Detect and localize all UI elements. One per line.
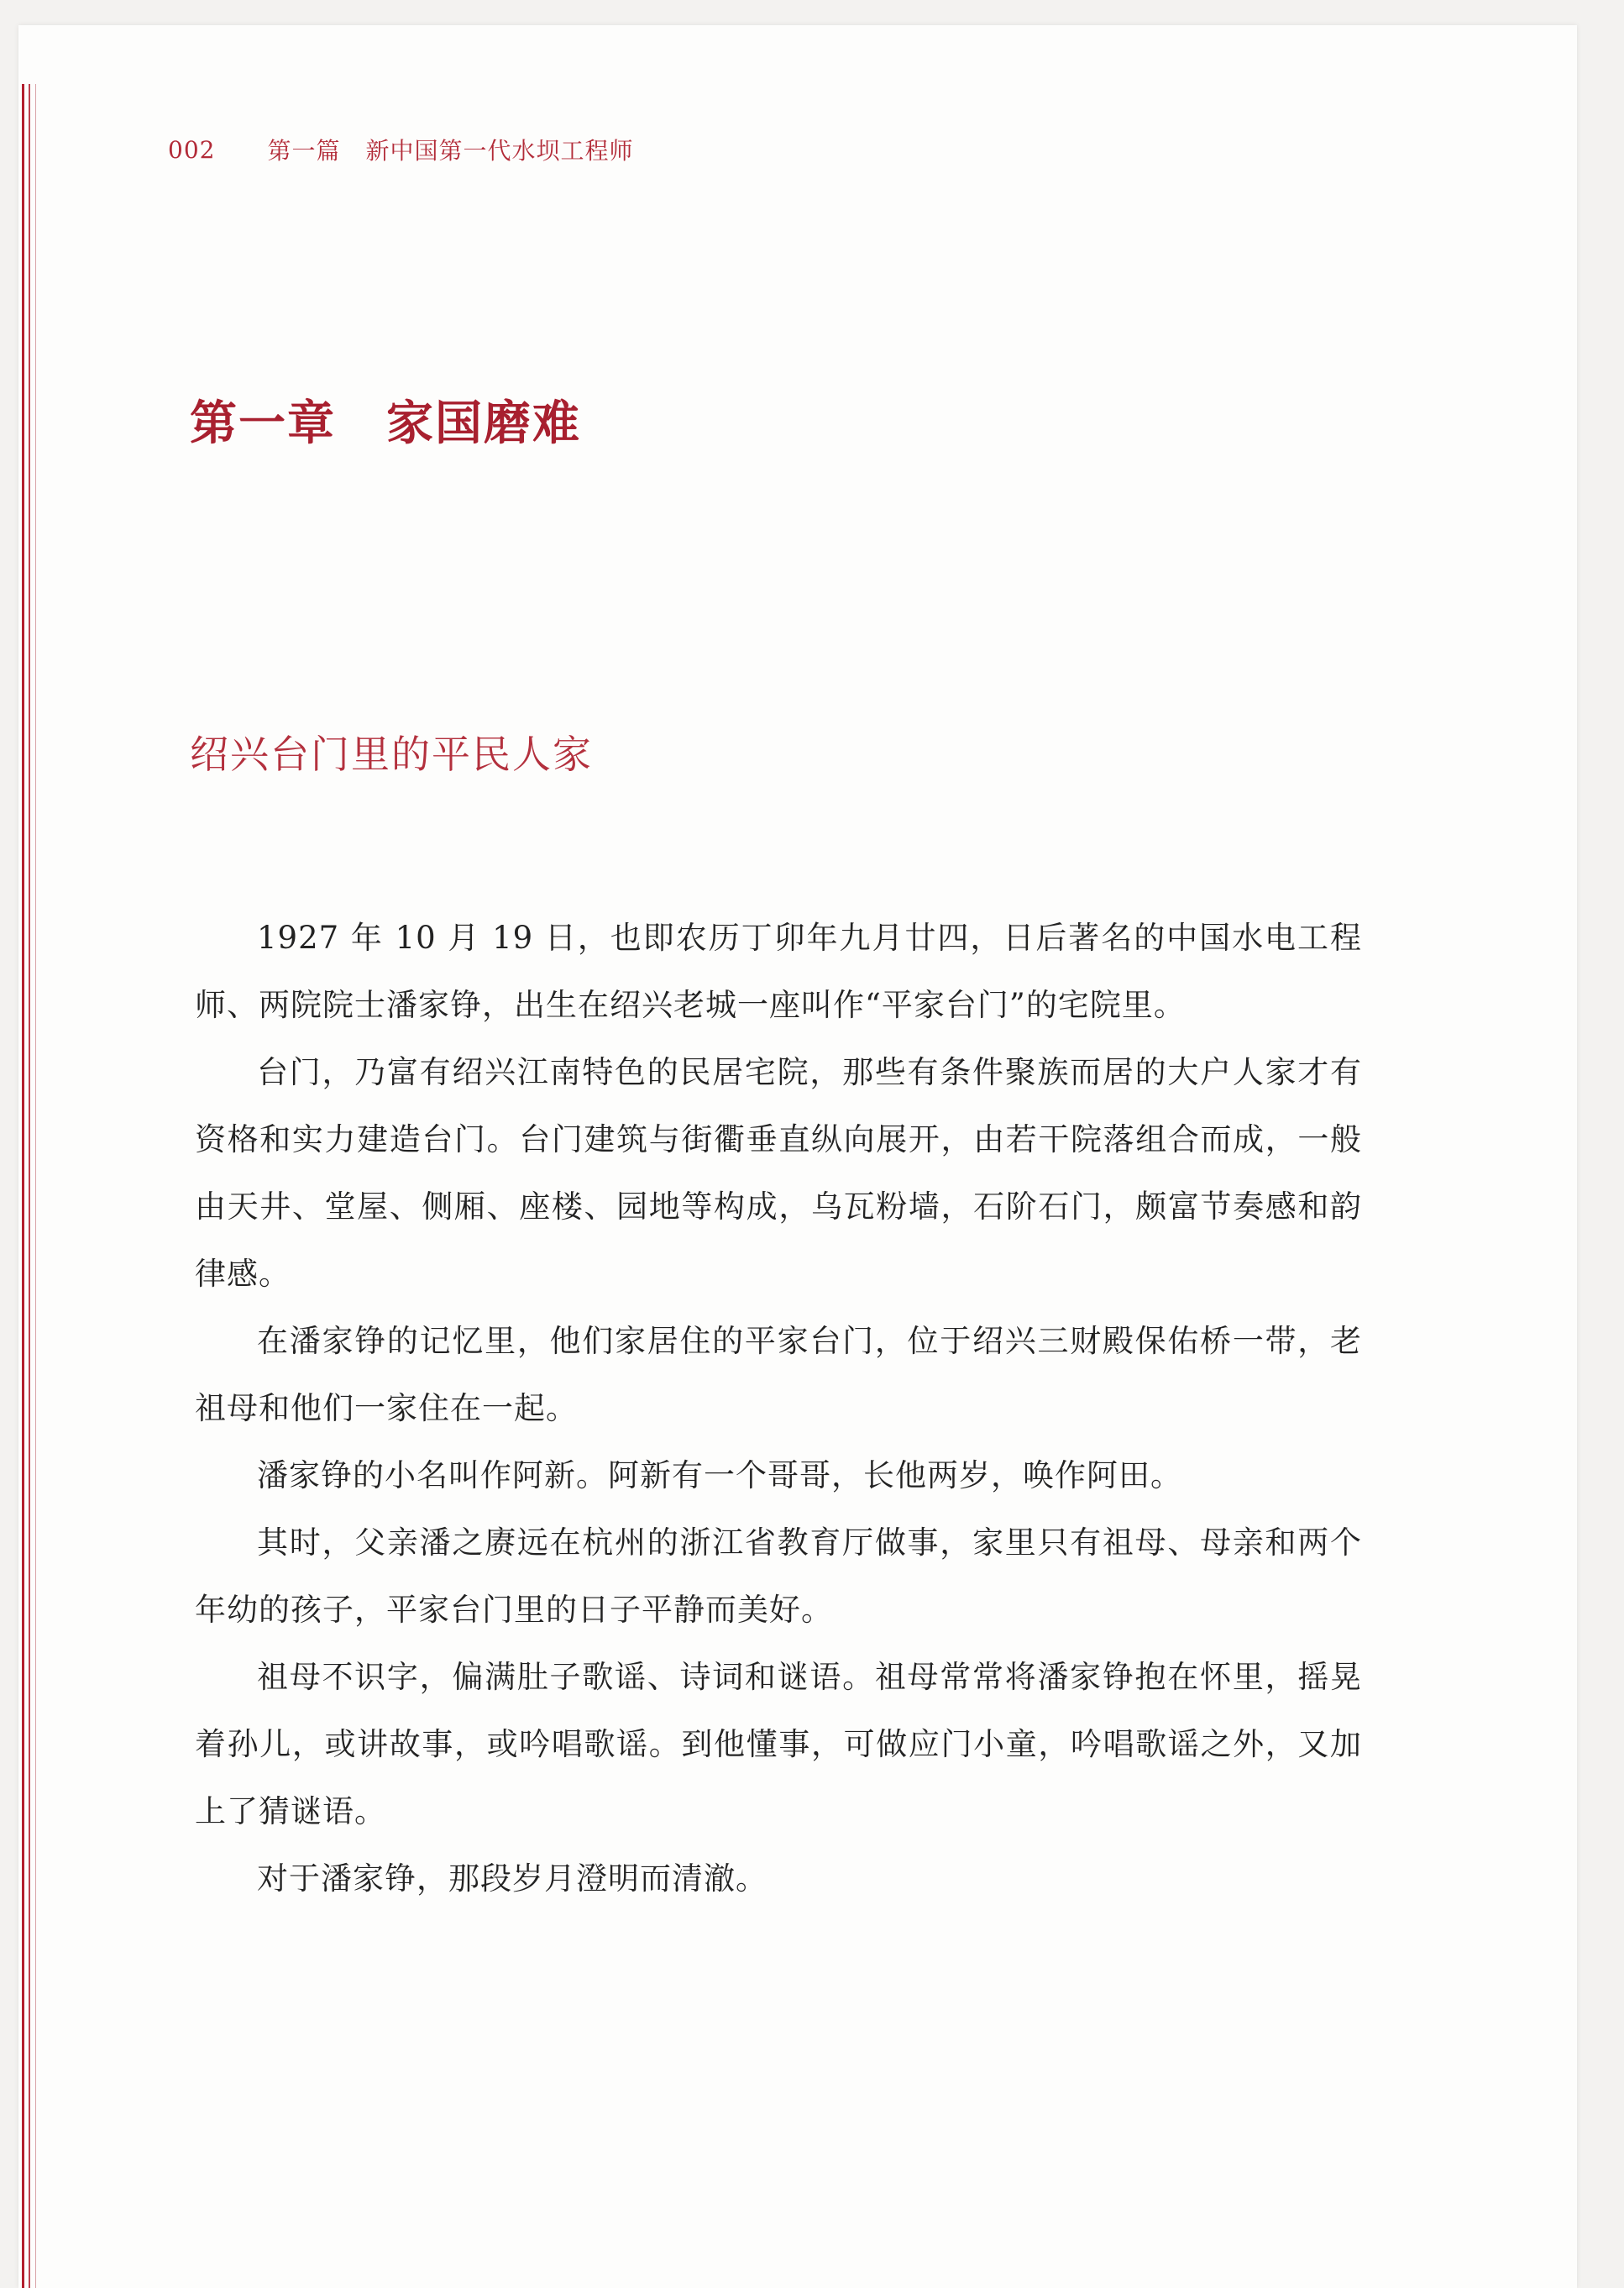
paragraph: 祖母不识字，偏满肚子歌谣、诗词和谜语。祖母常常将潘家铮抱在怀里，摇晃着孙儿，或讲故事，或吟唱歌谣。到他懂事，可做应门小童，吟唱歌谣之外，又加上了猜谜语。 (195, 1659, 1362, 1829)
section-heading: 绍兴台门里的平民人家 (190, 732, 593, 777)
chapter-number: 第一章 (190, 396, 336, 451)
spine-edge-line (35, 84, 36, 2288)
running-header (168, 133, 633, 166)
page-number: 002 (168, 135, 216, 164)
book-title: 新中国第一代水坝工程师 (365, 137, 634, 165)
part-label: 第一篇 (267, 137, 341, 165)
chapter-heading (190, 386, 581, 454)
paragraph: 在潘家铮的记忆里，他们家居住的平家台门，位于绍兴三财殿保佑桥一带，老祖母和他们一家住在一起。 (195, 1323, 1362, 1426)
body-text (195, 905, 1362, 1913)
spine-edge-line (22, 84, 24, 2288)
paragraph: 其时，父亲潘之赓远在杭州的浙江省教育厅做事，家里只有祖母、母亲和两个年幼的孩子，平家台门里的日子平静而美好。 (195, 1524, 1362, 1628)
paragraph: 潘家铮的小名叫作阿新。阿新有一个哥哥，长他两岁，唤作阿田。 (257, 1457, 1182, 1493)
chapter-title: 家国磨难 (386, 396, 581, 451)
spine-edge-line (29, 84, 30, 2288)
paragraph: 1927 年 10 月 19 日，也即农历丁卯年九月廿四，日后著名的中国水电工程师、两院院士潘家铮，出生在绍兴老城一座叫作“平家台门”的宅院里。 (195, 920, 1362, 1023)
paragraph: 台门，乃富有绍兴江南特色的民居宅院，那些有条件聚族而居的大户人家才有资格和实力建造台门。台门建筑与街衢垂直纵向展开，由若干院落组合而成，一般由天井、堂屋、侧厢、座楼、园地等构成，乌瓦粉墙，石阶石门，颇富节奏感和韵律感。 (195, 1054, 1362, 1292)
paragraph: 对于潘家铮，那段岁月澄明而清澈。 (257, 1860, 767, 1897)
